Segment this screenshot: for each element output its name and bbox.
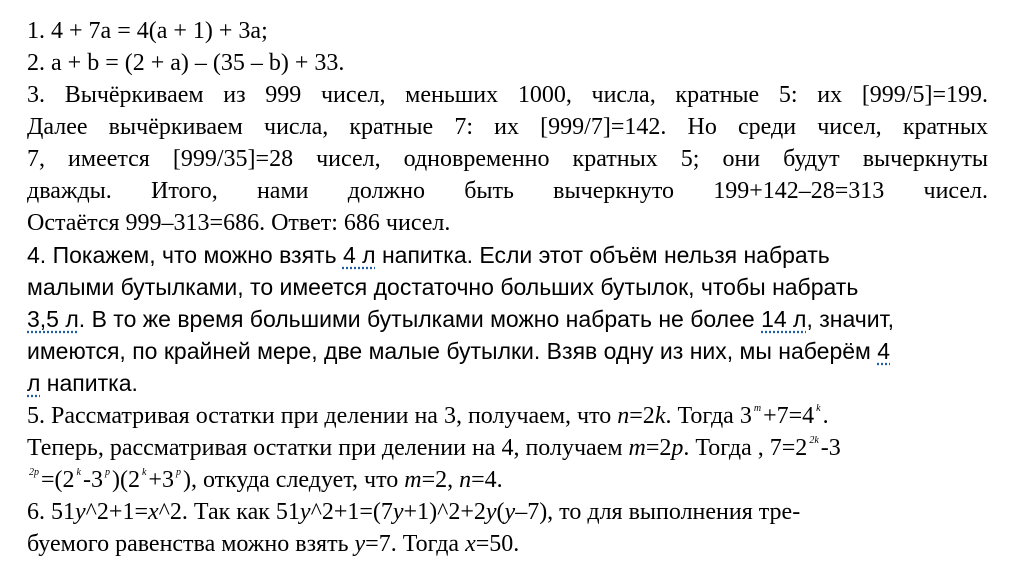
solution-3-line-2 bbox=[27, 112, 988, 144]
text-fragment: –7), то для выполнения тре- bbox=[515, 499, 801, 525]
text-fragment: k bbox=[141, 467, 147, 478]
text-fragment: y bbox=[75, 499, 86, 525]
text-fragment: y bbox=[299, 499, 311, 525]
text-fragment: 3,5 л bbox=[27, 306, 79, 332]
text-fragment: n bbox=[459, 467, 472, 493]
text-fragment: 3. Вычёркиваем из 999 чисел, меньших 1000, числа, кратные 5: их [999/5]=199. bbox=[27, 82, 988, 108]
text-fragment: 2p bbox=[29, 467, 39, 478]
text-fragment: 5. Рассматривая остатки при делении на 3, получаем, что bbox=[27, 403, 618, 429]
solution-3-line-1 bbox=[27, 80, 988, 112]
solution-5-line-3 bbox=[27, 465, 503, 501]
text-fragment: ), откуда следует, что bbox=[182, 467, 405, 493]
solution-4-line-4 bbox=[27, 336, 890, 368]
text-fragment: -3 bbox=[82, 467, 103, 493]
solution-3-line-3 bbox=[27, 144, 988, 176]
text-fragment: . Тогда , 7=2 bbox=[683, 435, 808, 461]
text-fragment: p bbox=[175, 467, 181, 478]
solution-2 bbox=[27, 48, 344, 80]
text-fragment: x bbox=[148, 499, 159, 525]
text-fragment: , значит, bbox=[806, 306, 895, 332]
text-fragment: Теперь, рассматривая остатки при делении на 4, получаем bbox=[27, 435, 629, 461]
text-fragment: 1. 4 + 7a = 4(a + 1) + 3a; bbox=[27, 18, 268, 44]
solution-3-line-4 bbox=[27, 176, 988, 208]
text-fragment: ^2+1=(7 bbox=[310, 499, 393, 525]
text-fragment: . В то же время большими бутылками можно набрать не более bbox=[78, 306, 762, 332]
solution-3-line-5 bbox=[27, 208, 450, 240]
text-fragment: . Тогда 3 bbox=[665, 403, 752, 429]
text-fragment: 4 bbox=[877, 338, 891, 364]
text-fragment: y bbox=[504, 499, 516, 525]
text-fragment: =50. bbox=[475, 531, 520, 557]
solution-5-line-1 bbox=[27, 401, 829, 437]
solution-6-line-2 bbox=[27, 529, 519, 561]
text-fragment: малыми бутылками, то имеется достаточно больших бутылок, чтобы набрать bbox=[27, 274, 859, 300]
solution-1 bbox=[27, 16, 268, 48]
text-fragment: напитка. bbox=[40, 370, 138, 396]
text-fragment: имеются, по крайней мере, две малые бутылки. Взяв одну из них, мы наберём bbox=[27, 338, 878, 364]
text-fragment: 14 л bbox=[761, 306, 807, 332]
solution-5-line-2 bbox=[27, 433, 841, 469]
text-fragment: )(2 bbox=[111, 467, 140, 493]
solution-4-line-2 bbox=[27, 272, 858, 304]
text-fragment: +1)^2+2 bbox=[403, 499, 486, 525]
text-fragment: =2 bbox=[645, 435, 672, 461]
text-fragment: y bbox=[485, 499, 497, 525]
text-fragment: Остаётся 999–313=686. Ответ: 686 чисел. bbox=[27, 210, 451, 236]
text-fragment: ( bbox=[496, 499, 505, 525]
text-fragment: л bbox=[27, 370, 41, 396]
text-fragment: =2, bbox=[421, 467, 460, 493]
text-fragment: дважды. Итого, нами должно быть вычеркнуто 199+142–28=313 чисел. bbox=[27, 178, 988, 204]
text-fragment: ^2. Так как 51 bbox=[158, 499, 300, 525]
text-fragment: =(2 bbox=[41, 467, 75, 493]
text-fragment: 2k bbox=[809, 435, 819, 446]
text-fragment: n bbox=[617, 403, 630, 429]
text-fragment: k bbox=[816, 403, 821, 414]
solution-4-line-5 bbox=[27, 368, 138, 400]
solution-4-line-3 bbox=[27, 304, 894, 336]
text-fragment: 6. 51 bbox=[27, 499, 75, 525]
text-fragment: x bbox=[465, 531, 476, 557]
solution-4-line-1 bbox=[27, 240, 830, 272]
text-fragment: =7. Тогда bbox=[365, 531, 466, 557]
text-fragment: напитка. Если этот объём нельзя набрать bbox=[375, 242, 830, 268]
text-fragment: =4. bbox=[471, 467, 503, 493]
text-fragment: +3 bbox=[148, 467, 174, 493]
text-fragment: m bbox=[404, 467, 422, 493]
text-fragment: +7=4 bbox=[763, 403, 815, 429]
text-fragment: 7, имеется [999/35]=28 чисел, одновременно кратных 5; они будут вычеркнуты bbox=[27, 146, 988, 172]
solution-6-line-1 bbox=[27, 497, 800, 529]
text-fragment: =2 bbox=[629, 403, 655, 429]
text-fragment: m bbox=[753, 403, 762, 414]
text-fragment: ^2+1= bbox=[85, 499, 148, 525]
text-fragment: 2. a + b = (2 + a) – (35 – b) + 33. bbox=[27, 50, 345, 76]
text-fragment: p bbox=[671, 435, 684, 461]
text-fragment: 4 л bbox=[342, 242, 376, 268]
text-fragment: m bbox=[628, 435, 646, 461]
text-fragment: k bbox=[76, 467, 81, 478]
text-fragment: Далее вычёркиваем числа, кратные 7: их [999/7]=142. Но среди чисел, кратных bbox=[27, 114, 988, 140]
text-fragment: -3 bbox=[820, 435, 841, 461]
text-fragment: буемого равенства можно взять bbox=[27, 531, 355, 557]
text-fragment: 4. Покажем, что можно взять bbox=[27, 242, 343, 268]
text-fragment: y bbox=[354, 531, 366, 557]
text-fragment: k bbox=[654, 403, 666, 429]
text-fragment: y bbox=[392, 499, 404, 525]
text-fragment: p bbox=[104, 467, 110, 478]
text-fragment: . bbox=[822, 403, 829, 429]
